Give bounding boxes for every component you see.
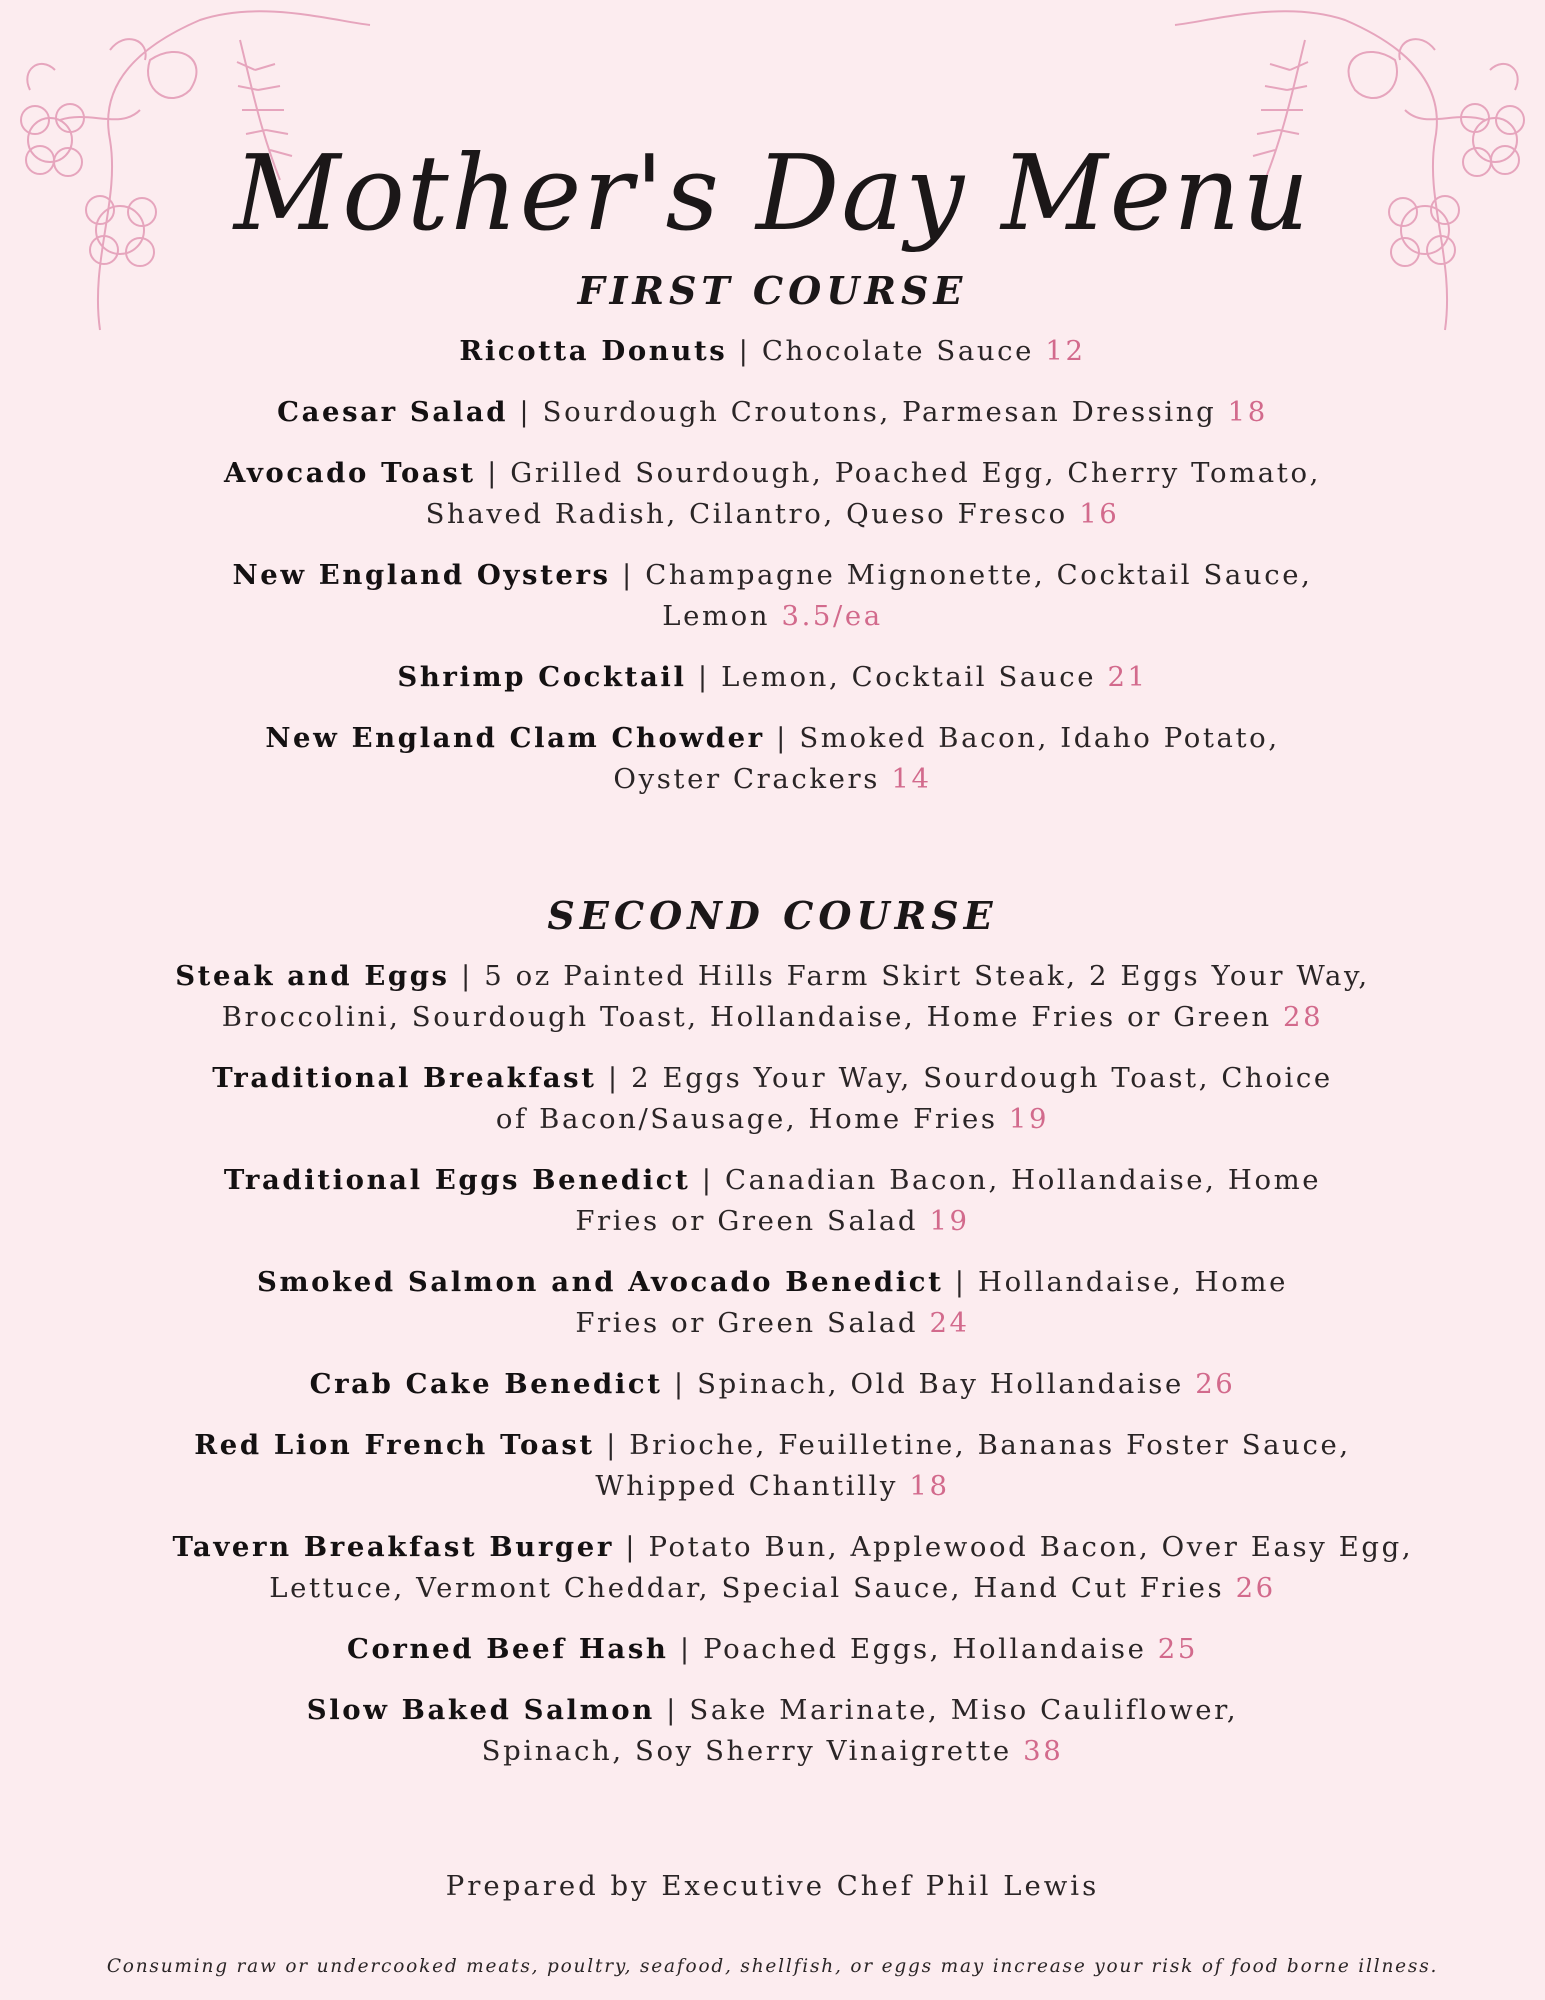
menu-item <box>173 1629 1373 1670</box>
menu-item-description: Oyster Crackers <box>613 763 881 795</box>
menu-item-name: Corned Beef Hash <box>346 1633 669 1665</box>
menu-item-price: 26 <box>1195 1368 1236 1400</box>
menu-item-name: Slow Baked Salmon <box>306 1694 655 1726</box>
menu-item-description: Whipped Chantilly <box>595 1470 899 1502</box>
menu-item-description: Poached Eggs, Hollandaise <box>703 1633 1147 1665</box>
menu-item-description: Broccolini, Sourdough Toast, Hollandaise, Home Fries or Green <box>221 1001 1272 1033</box>
menu-item-line: Caesar Salad | Sourdough Croutons, Parmesan Dressing 18 <box>277 396 1268 428</box>
menu-item-line: New England Clam Chowder | Smoked Bacon, Idaho Potato, <box>265 722 1280 754</box>
menu-item-name: Ricotta Donuts <box>459 335 728 367</box>
menu-item-name: Tavern Breakfast Burger <box>172 1531 614 1563</box>
second-course-heading: SECOND COURSE <box>547 893 998 938</box>
menu-item <box>173 1690 1373 1772</box>
menu-item-description: Chocolate Sauce <box>761 335 1035 367</box>
menu-item-name: New England Oysters <box>232 559 611 591</box>
menu-item <box>173 453 1373 535</box>
first-course-section <box>0 268 1545 820</box>
menu-item-line: Smoked Salmon and Avocado Benedict | Hollandaise, Home <box>257 1266 1288 1298</box>
menu-item-name: Crab Cake Benedict <box>309 1368 663 1400</box>
menu-item-line: Red Lion French Toast | Brioche, Feuilletine, Bananas Foster Sauce, <box>194 1429 1351 1461</box>
menu-item-description: 5 oz Painted Hills Farm Skirt Steak, 2 Eggs Your Way, <box>484 960 1370 992</box>
menu-item-price: 18 <box>1227 396 1268 428</box>
menu-item-price: 25 <box>1157 1633 1198 1665</box>
menu-title: Mother's Day Menu <box>233 131 1312 254</box>
menu-item-name: Avocado Toast <box>224 457 476 489</box>
menu-item-name: New England Clam Chowder <box>265 722 765 754</box>
menu-item-name: Caesar Salad <box>277 396 509 428</box>
second-course-items <box>0 956 1545 1772</box>
menu-item-price: 14 <box>891 763 932 795</box>
menu-item-line: Avocado Toast | Grilled Sourdough, Poached Egg, Cherry Tomato, <box>224 457 1321 489</box>
menu-item-description: Champagne Mignonette, Cocktail Sauce, <box>645 559 1313 591</box>
menu-item-price: 28 <box>1283 1001 1324 1033</box>
menu-item-line: Slow Baked Salmon | Sake Marinate, Miso Cauliflower, <box>306 1694 1239 1726</box>
menu-item-description: Potato Bun, Applewood Bacon, Over Easy Egg, <box>648 1531 1414 1563</box>
menu-item-description: Spinach, Old Bay Hollandaise <box>697 1368 1184 1400</box>
menu-item <box>173 956 1373 1038</box>
menu-item <box>173 1160 1373 1242</box>
menu-item-description: of Bacon/Sausage, Home Fries <box>495 1103 998 1135</box>
menu-item-line: Steak and Eggs | 5 oz Painted Hills Farm Skirt Steak, 2 Eggs Your Way, <box>175 960 1370 992</box>
menu-item <box>173 657 1373 698</box>
menu-item-description: Canadian Bacon, Hollandaise, Home <box>725 1164 1322 1196</box>
menu-item-description: Sake Marinate, Miso Cauliflower, <box>689 1694 1239 1726</box>
menu-item-line <box>173 1303 1373 1344</box>
menu-item-price: 24 <box>929 1307 970 1339</box>
menu-item-name: Shrimp Cocktail <box>397 661 687 693</box>
menu-item-description: Smoked Bacon, Idaho Potato, <box>799 722 1280 754</box>
menu-item-description: Grilled Sourdough, Poached Egg, Cherry Tomato, <box>510 457 1321 489</box>
menu-item-line <box>173 997 1373 1038</box>
menu-item-name: Red Lion French Toast <box>194 1429 595 1461</box>
menu-item-line: Traditional Eggs Benedict | Canadian Bacon, Hollandaise, Home <box>223 1164 1322 1196</box>
menu-item <box>173 718 1373 800</box>
menu-item-price: 26 <box>1235 1572 1276 1604</box>
menu-item-line: Shrimp Cocktail | Lemon, Cocktail Sauce 21 <box>397 661 1148 693</box>
menu-item-description: Spinach, Soy Sherry Vinaigrette <box>481 1735 1012 1767</box>
menu-item-line: Traditional Breakfast | 2 Eggs Your Way, Sourdough Toast, Choice <box>212 1062 1333 1094</box>
menu-item-name: Traditional Eggs Benedict <box>223 1164 691 1196</box>
menu-item <box>173 392 1373 433</box>
menu-item-line <box>173 596 1373 637</box>
menu-item <box>172 1527 1414 1609</box>
menu-item-price: 18 <box>909 1470 950 1502</box>
menu-item-description: Lemon, Cocktail Sauce <box>721 661 1097 693</box>
menu-item-price: 19 <box>929 1205 970 1237</box>
menu-item-description: Sourdough Croutons, Parmesan Dressing <box>542 396 1217 428</box>
menu-item-description: Brioche, Feuilletine, Bananas Foster Sauce, <box>629 1429 1351 1461</box>
menu-item-description: 2 Eggs Your Way, Sourdough Toast, Choice <box>631 1062 1333 1094</box>
food-safety-disclaimer: Consuming raw or undercooked meats, poultry, seafood, shellfish, or eggs may increase your risk of food borne illness. <box>106 1956 1439 1977</box>
menu-item-line: Crab Cake Benedict | Spinach, Old Bay Hollandaise 26 <box>309 1368 1236 1400</box>
first-course-items <box>0 331 1545 800</box>
menu-item-description: Lettuce, Vermont Cheddar, Special Sauce, Hand Cut Fries <box>269 1572 1225 1604</box>
menu-item-line <box>173 1466 1373 1507</box>
first-course-heading: FIRST COURSE <box>577 268 968 313</box>
menu-item-price: 19 <box>1008 1103 1050 1135</box>
menu-item-line <box>173 759 1373 800</box>
menu-item-name: Steak and Eggs <box>175 960 450 992</box>
menu-item <box>173 1364 1373 1405</box>
menu-item-line <box>173 494 1373 535</box>
menu-item-price: 12 <box>1045 335 1086 367</box>
menu-item-description: Hollandaise, Home <box>977 1266 1288 1298</box>
menu-item-line <box>173 1731 1373 1772</box>
menu-item-price: 21 <box>1107 661 1148 693</box>
menu-item <box>173 331 1373 372</box>
menu-item-name: Traditional Breakfast <box>212 1062 597 1094</box>
menu-item-line <box>173 1099 1373 1140</box>
chef-credit: Prepared by Executive Chef Phil Lewis <box>445 1870 1100 1902</box>
menu-item-name: Smoked Salmon and Avocado Benedict <box>257 1266 944 1298</box>
menu-item-price: 16 <box>1079 498 1120 530</box>
menu-item-price: 38 <box>1023 1735 1064 1767</box>
menu-item <box>173 555 1373 637</box>
menu-item-description: Fries or Green Salad <box>575 1205 919 1237</box>
second-course-section <box>0 893 1545 1792</box>
menu-item-price: 3.5/ea <box>781 600 883 632</box>
menu-item-line <box>173 1201 1373 1242</box>
menu-item-line <box>173 1568 1373 1609</box>
menu-item <box>173 1425 1373 1507</box>
menu-item <box>173 1262 1373 1344</box>
menu-item-description: Shaved Radish, Cilantro, Queso Fresco <box>425 498 1068 530</box>
menu-item-line: Tavern Breakfast Burger | Potato Bun, Applewood Bacon, Over Easy Egg, <box>172 1531 1414 1563</box>
menu-item-description: Fries or Green Salad <box>575 1307 919 1339</box>
menu-item-line: Ricotta Donuts | Chocolate Sauce 12 <box>459 335 1086 367</box>
menu-item-line: New England Oysters | Champagne Mignonette, Cocktail Sauce, <box>232 559 1313 591</box>
menu-item-description: Lemon <box>662 600 771 632</box>
menu-item <box>173 1058 1373 1140</box>
menu-item-line: Corned Beef Hash | Poached Eggs, Hollandaise 25 <box>346 1633 1198 1665</box>
